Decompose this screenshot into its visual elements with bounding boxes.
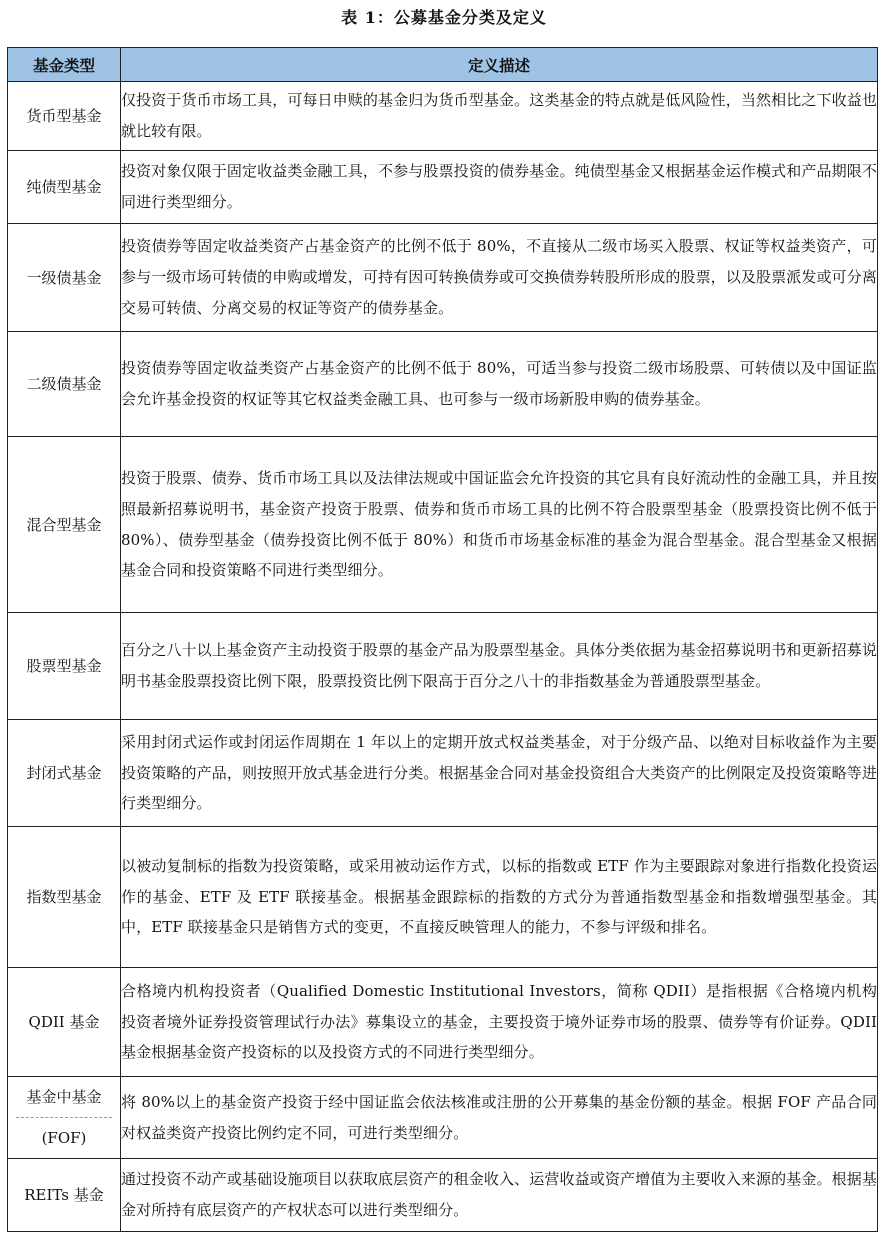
fund-type-cell: 二级债基金: [8, 332, 121, 437]
definition-cell: 以被动复制标的指数为投资策略，或采用被动运作方式，以标的指数或 ETF 作为主要跟踪对象进行指数化投资运作的基金、ETF 及 ETF 联接基金。根据基金跟踪标的指数的方式分为普通指数型基金和指数增强型基金。其中，ETF 联接基金只是销售方式的变更，不直接反映管理人的能力，不参与评级和排名。: [121, 827, 878, 968]
table-row: [8, 332, 878, 437]
table-row: [8, 1159, 878, 1232]
fund-type-cell: 混合型基金: [8, 437, 121, 613]
fund-type-line-1: 基金中基金: [26, 1088, 102, 1106]
definition-cell: 将 80%以上的基金资产投资于经中国证监会依法核准或注册的公开募集的基金份额的基金。根据 FOF 产品合同对权益类资产投资比例约定不同，可进行类型细分。: [121, 1077, 878, 1159]
definition-cell: 通过投资不动产或基础设施项目以获取底层资产的租金收入、运营收益或资产增值为主要收入来源的基金。根据基金对所持有底层资产的产权状态可以进行类型细分。: [121, 1159, 878, 1232]
definition-cell: 投资债券等固定收益类资产占基金资产的比例不低于 80%，可适当参与投资二级市场股票、可转债以及中国证监会允许基金投资的权证等其它权益类金融工具、也可参与一级市场新股申购的债券基金。: [121, 332, 878, 437]
fund-type-line-2: (FOF): [41, 1129, 87, 1147]
header-fund-type: 基金类型: [8, 48, 121, 82]
fund-classification-table: [7, 47, 878, 1232]
table-row: [8, 827, 878, 968]
definition-cell: 采用封闭式运作或封闭运作周期在 1 年以上的定期开放式权益类基金，对于分级产品、以绝对目标收益作为主要投资策略的产品，则按照开放式基金进行分类。根据基金合同对基金投资组合大类资产的比例限定及投资策略等进行类型细分。: [121, 720, 878, 827]
definition-cell: 百分之八十以上基金资产主动投资于股票的基金产品为股票型基金。具体分类依据为基金招募说明书和更新招募说明书基金股票投资比例下限，股票投资比例下限高于百分之八十的非指数基金为普通股票型基金。: [121, 613, 878, 720]
table-row: [8, 613, 878, 720]
table-row: [8, 224, 878, 332]
definition-cell: 投资债券等固定收益类资产占基金资产的比例不低于 80%，不直接从二级市场买入股票、权证等权益类资产，可参与一级市场可转债的申购或增发，可持有因可转换债券或可交换债券转股所形成的股票，以及股票派发或可分离交易可转债、分离交易的权证等资产的债券基金。: [121, 224, 878, 332]
definition-cell: 投资对象仅限于固定收益类金融工具，不参与股票投资的债券基金。纯债型基金又根据基金运作模式和产品期限不同进行类型细分。: [121, 151, 878, 224]
fund-type-cell: 货币型基金: [8, 82, 121, 151]
table-row: [8, 968, 878, 1077]
header-definition: 定义描述: [121, 48, 878, 82]
fund-type-cell: QDII 基金: [8, 968, 121, 1077]
fund-type-cell: [8, 1077, 121, 1159]
table-row: [8, 437, 878, 613]
definition-cell: 合格境内机构投资者（Qualified Domestic Institutional Investors，简称 QDII）是指根据《合格境内机构投资者境外证券投资管理试行办法》募集设立的基金，主要投资于境外证券市场的股票、债券等有价证券。QDII 基金根据基金资产投资标的以及投资方式的不同进行类型细分。: [121, 968, 878, 1077]
fund-type-cell: 纯债型基金: [8, 151, 121, 224]
table-caption: 表 1：公募基金分类及定义: [341, 8, 547, 27]
table-row: [8, 151, 878, 224]
fund-type-cell: 指数型基金: [8, 827, 121, 968]
definition-cell: 仅投资于货币市场工具，可每日申赎的基金归为货币型基金。这类基金的特点就是低风险性，当然相比之下收益也就比较有限。: [121, 82, 878, 151]
definition-cell: 投资于股票、债券、货币市场工具以及法律法规或中国证监会允许投资的其它具有良好流动性的金融工具，并且按照最新招募说明书，基金资产投资于股票、债券和货币市场工具的比例不符合股票型基金（股票投资比例不低于 80%）、债券型基金（债券投资比例不低于 80%）和货币市场基金标准的基金为混合型基金。混合型基金又根据基金合同和投资策略不同进行类型细分。: [121, 437, 878, 613]
table-row: [8, 82, 878, 151]
table-row: [8, 720, 878, 827]
fund-type-cell: REITs 基金: [8, 1159, 121, 1232]
fund-type-cell: 一级债基金: [8, 224, 121, 332]
table-header-row: [8, 48, 878, 82]
fund-type-cell: 股票型基金: [8, 613, 121, 720]
fund-type-cell: 封闭式基金: [8, 720, 121, 827]
table-row: [8, 1077, 878, 1159]
